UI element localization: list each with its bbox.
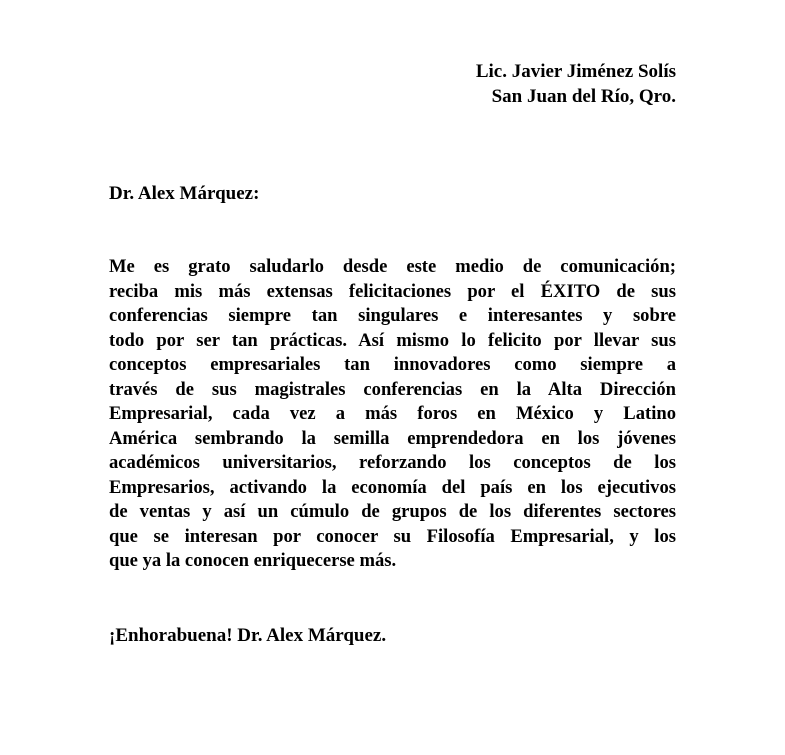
- body-line: académicos universitarios, reforzando los conceptos de los: [109, 452, 676, 473]
- body-line-last: que ya la conocen enriquecerse más.: [109, 550, 397, 571]
- body-line: América sembrando la semilla emprendedora en los jóvenes: [109, 427, 676, 449]
- body-line: conferencias siempre tan singulares e interesantes y sobre: [109, 305, 676, 326]
- body-line: todo por ser tan prácticas. Así mismo lo felicito por llevar sus: [109, 329, 676, 351]
- body-line: reciba mis más extensas felicitaciones por el ÉXITO de sus: [109, 280, 676, 302]
- body-line: conceptos empresariales tan innovadores como siempre a: [109, 354, 676, 375]
- sender-name: Lic. Javier Jiménez Solís: [475, 61, 676, 82]
- sender-location: San Juan del Río, Qro.: [491, 86, 676, 107]
- body-line: que se interesan por conocer su Filosofía Empresarial, y los: [109, 525, 676, 547]
- body-line: Empresarial, cada vez a más foros en México y Latino: [109, 403, 676, 424]
- body-line: de ventas y así un cúmulo de grupos de los diferentes sectores: [109, 501, 676, 522]
- letter-body: [109, 255, 676, 574]
- salutation: Dr. Alex Márquez:: [109, 183, 260, 204]
- closing-line: ¡Enhorabuena! Dr. Alex Márquez.: [109, 625, 387, 646]
- body-line: Empresarios, activando la economía del país en los ejecutivos: [109, 476, 676, 498]
- sender-block: [476, 59, 676, 109]
- body-line: través de sus magistrales conferencias en la Alta Dirección: [109, 378, 676, 400]
- body-line: Me es grato saludarlo desde este medio de comunicación;: [109, 256, 676, 277]
